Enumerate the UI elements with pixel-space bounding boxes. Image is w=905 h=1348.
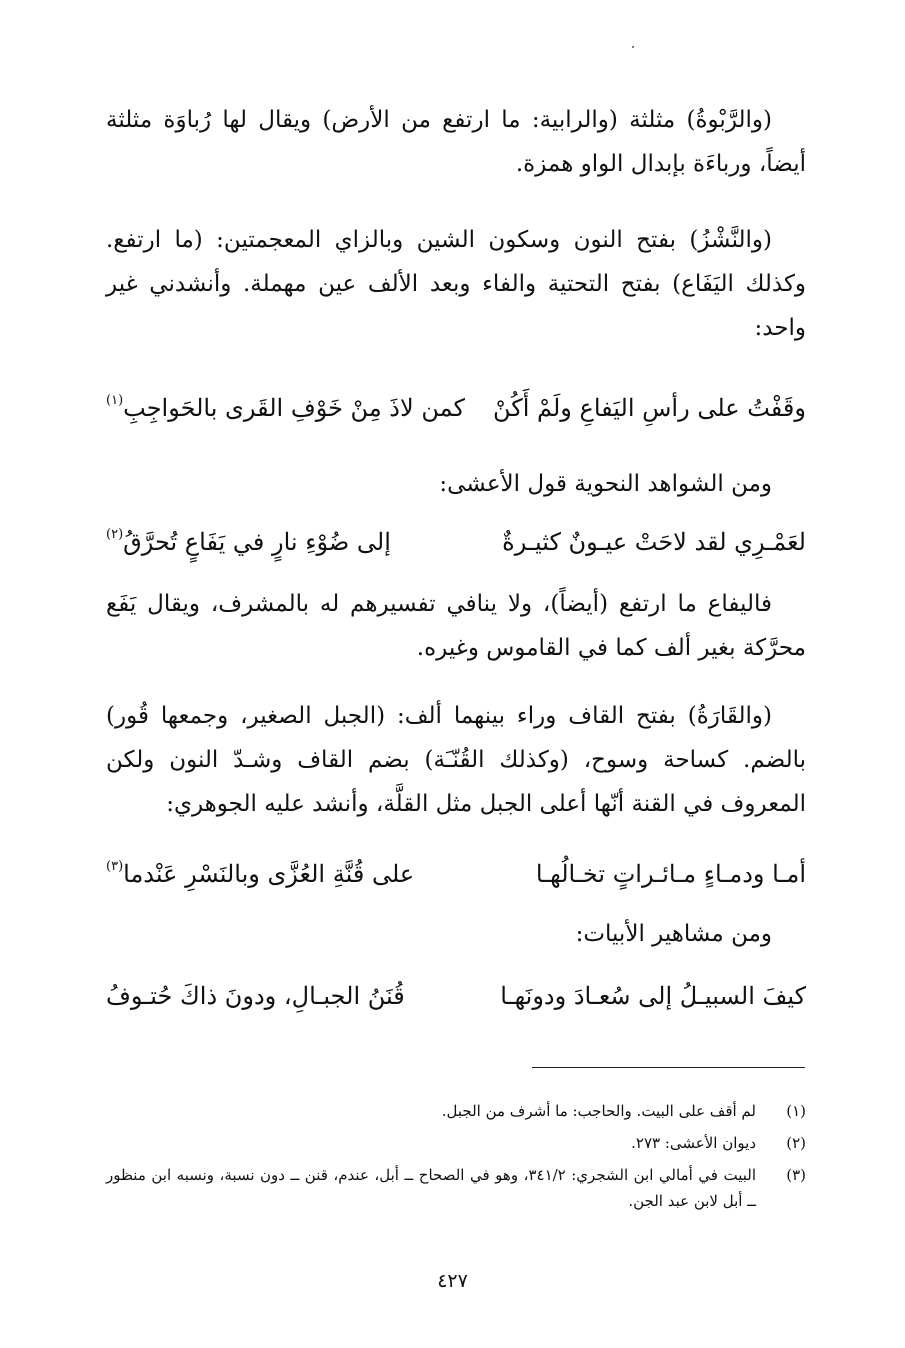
footnote-2 — [106, 1130, 806, 1156]
verse-2-second-hemistich — [106, 520, 391, 564]
verse-1-second-text: كمن لاذَ مِنْ خَوْفِ القَرى بالحَواجِبِ — [123, 394, 465, 422]
verse-2 — [106, 520, 806, 564]
footnote-1-number: (١) — [786, 1102, 806, 1120]
paragraph-nashz: (والنَّشْزُ) بفتح النون وسكون الشين وبالزاي المعجمتين: (ما ارتفع. وكذلك اليَفَاع) بفتح التحتية والفاء وبعد الألف عين مهملة. وأنشدني غير واحد: — [106, 227, 806, 341]
paragraph-shawahid: ومن الشواهد النحوية قول الأعشى: — [439, 471, 772, 497]
footnote-3-number: (٣) — [786, 1166, 806, 1184]
verse-1-second-hemistich — [106, 386, 465, 430]
verse-2-first-hemistich: لعَمْـرِي لقد لاحَتْ عيـونٌ كثيـرةٌ — [502, 528, 806, 556]
verse-4 — [106, 974, 806, 1018]
verse-3-second-text: على قُنَّةِ العُزَّى وبالنَسْرِ عَنْدما — [123, 860, 415, 888]
footnote-ref-1: (١) — [106, 393, 124, 408]
footnote-ref-2: (٢) — [106, 527, 124, 542]
paragraph-rabwa: (والرَّبْوةُ) مثلثة (والرابية: ما ارتفع من الأرض) ويقال لها رُباوَة مثلثة أيضاً، ورباءَة بإبدال الواو همزة. — [106, 107, 806, 177]
footnote-ref-3: (٣) — [106, 859, 124, 874]
verse-3-first-hemistich: أمـا ودمـاءٍ مـائـراتٍ تخـالُهـا — [535, 860, 806, 888]
verse-3-second-hemistich — [106, 852, 414, 896]
verse-4-first-hemistich: كيفَ السبيـلُ إلى سُعـادَ ودونَهـا — [500, 982, 806, 1010]
footnote-2-number: (٢) — [786, 1134, 806, 1152]
footnote-divider — [532, 1067, 805, 1068]
footnote-2-text: ديوان الأعشى: ٢٧٣. — [631, 1134, 756, 1152]
verse-1-first-hemistich: وقَفْتُ على رأسِ اليَفاعِ ولَمْ أَكُنْ — [493, 394, 806, 422]
verse-1 — [106, 386, 806, 430]
verse-2-second-text: إلى ضُوْءِ نارٍ في يَفَاعٍ تُحرَّقُ — [123, 528, 391, 556]
paragraph-yafa: فاليفاع ما ارتفع (أيضاً)، ولا ينافي تفسيرهم له بالمشرف، ويقال يَفَع محرَّكة بغير ألف كما في القاموس وغيره. — [106, 591, 806, 661]
page-speck — [632, 46, 634, 48]
footnote-1-text: لم أقف على البيت. والحاجب: ما أشرف من الجبل. — [441, 1102, 756, 1120]
footnote-3-text: البيت في أمالي ابن الشجري: ٣٤١/٢، وهو في الصحاح ــ أبل، عندم، قنن ــ دون نسبة، ونسبه ابن منظور ــ أبل لابن عبد الجن. — [106, 1166, 756, 1210]
verse-3 — [106, 852, 806, 896]
page-number: ٤٢٧ — [437, 1270, 468, 1292]
footnote-1 — [106, 1098, 806, 1124]
paragraph-mashahir: ومن مشاهير الأبيات: — [575, 921, 772, 947]
footnote-3 — [106, 1162, 806, 1214]
paragraph-qara: (والقَارَةُ) بفتح القاف وراء بينهما ألف: (الجبل الصغير، وجمعها قُور) بالضم. كساحة وسوح، (وكذلك القُنّـَة) بضم القاف وشـدّ النون ولكن المعروف في القنة أنّها أعلى الجبل مثل القلَّة، وأنشد عليه الجوهري: — [106, 703, 806, 817]
verse-4-second-hemistich: قُنَنُ الجبـالِ، ودونَ ذاكَ حُتـوفُ — [106, 982, 405, 1010]
